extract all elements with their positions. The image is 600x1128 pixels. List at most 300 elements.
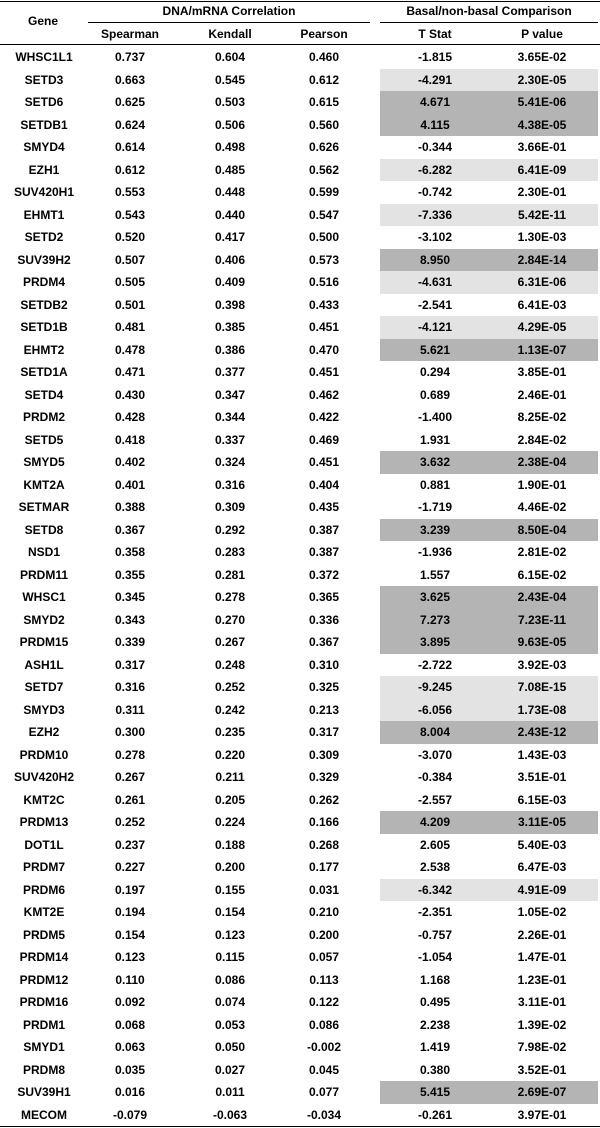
cell-spearman: 0.355: [114, 567, 146, 582]
cell-spearman: 0.402: [114, 455, 146, 469]
cell-gene: KMT2A: [23, 477, 65, 492]
table-row: [0, 924, 600, 947]
cell-pvalue: 3.65E-02: [517, 50, 567, 64]
cell-gene: EHMT1: [23, 207, 65, 222]
header-pearson: Pearson: [300, 27, 348, 41]
cell-pvalue: 2.84E-02: [517, 432, 567, 447]
cell-spearman: 0.345: [114, 590, 146, 604]
cell-pvalue: 3.11E-05: [517, 815, 567, 829]
cell-pearson: 0.599: [308, 185, 340, 199]
cell-pearson: 0.460: [308, 50, 340, 64]
cell-pearson: 0.435: [308, 500, 340, 514]
cell-kendall: 0.115: [215, 950, 245, 964]
table-row: [0, 654, 600, 677]
cell-gene: PRDM4: [22, 275, 65, 289]
cell-kendall: 0.200: [214, 860, 246, 874]
cell-pvalue: 6.31E-06: [517, 275, 567, 289]
cell-pvalue: 1.39E-02: [517, 1017, 567, 1032]
cell-gene: SETMAR: [18, 500, 70, 514]
cell-gene: PRDM10: [19, 747, 69, 762]
cell-gene: SMYD3: [23, 702, 65, 717]
cell-tstat: -3.070: [417, 747, 453, 762]
table-row: [0, 721, 600, 744]
cell-tstat: 1.419: [419, 1040, 451, 1054]
cell-spearman: 0.063: [114, 1040, 146, 1054]
cell-kendall: 0.503: [214, 95, 246, 109]
table-row: [0, 271, 600, 294]
cell-tstat: 0.689: [419, 387, 451, 402]
cell-spearman: 0.016: [114, 1085, 146, 1099]
cell-pvalue: 2.38E-04: [517, 455, 567, 469]
cell-gene: SUV39H1: [17, 1085, 71, 1099]
cell-pvalue: 1.05E-02: [517, 905, 567, 919]
cell-pearson: 0.451: [308, 455, 340, 469]
cell-gene: KMT2C: [23, 792, 65, 807]
cell-spearman: 0.501: [114, 297, 146, 312]
cell-pearson: 0.470: [308, 342, 340, 357]
cell-gene: PRDM16: [19, 995, 69, 1009]
cell-spearman: 0.614: [114, 140, 146, 154]
cell-pvalue: 8.25E-02: [517, 410, 567, 424]
table-row: [0, 181, 600, 204]
cell-tstat: 1.168: [419, 972, 451, 987]
cell-tstat: -0.757: [417, 927, 453, 942]
cell-kendall: 0.211: [215, 770, 245, 784]
cell-kendall: 0.154: [214, 905, 246, 919]
cell-kendall: 0.417: [214, 230, 246, 244]
table-row: [0, 316, 600, 339]
cell-pvalue: 1.13E-07: [517, 342, 567, 357]
cell-spearman: 0.316: [114, 680, 146, 694]
cell-gene: PRDM5: [22, 927, 65, 942]
cell-spearman: 0.092: [114, 995, 146, 1009]
cell-kendall: 0.248: [214, 657, 246, 672]
group-rule-comparison: [380, 22, 598, 23]
cell-gene: PRDM12: [19, 972, 69, 987]
table-row: [0, 91, 600, 114]
cell-kendall: 0.270: [214, 612, 246, 627]
cell-gene: SMYD1: [23, 1040, 65, 1054]
table-row: [0, 631, 600, 654]
cell-tstat: -1.815: [417, 50, 453, 64]
cell-spearman: 0.505: [114, 275, 146, 289]
cell-pearson: 0.077: [308, 1085, 340, 1099]
cell-kendall: 0.344: [214, 410, 246, 424]
cell-spearman: 0.123: [114, 950, 146, 964]
cell-kendall: 0.050: [214, 1040, 246, 1054]
cell-pvalue: 2.84E-14: [517, 252, 567, 267]
table-row: [0, 496, 600, 519]
table-row: [0, 1059, 600, 1082]
cell-gene: SETD1B: [20, 320, 68, 334]
cell-pearson: 0.086: [308, 1017, 340, 1032]
table-row: [0, 451, 600, 474]
cell-pearson: 0.213: [308, 702, 340, 717]
cell-kendall: 0.385: [214, 320, 246, 334]
table-body: [0, 46, 600, 1126]
cell-spearman: 0.401: [114, 477, 146, 492]
cell-kendall: 0.086: [214, 972, 246, 987]
cell-kendall: -0.063: [212, 1107, 248, 1122]
table-row: [0, 946, 600, 969]
cell-pearson: 0.612: [308, 72, 340, 87]
cell-spearman: 0.553: [114, 185, 146, 199]
cell-spearman: 0.471: [114, 365, 146, 379]
cell-spearman: 0.252: [114, 815, 146, 829]
cell-kendall: 0.235: [214, 725, 246, 739]
cell-spearman: 0.197: [114, 882, 146, 897]
cell-pvalue: 1.47E-01: [517, 950, 567, 964]
cell-spearman: 0.543: [114, 207, 146, 222]
cell-pvalue: 3.97E-01: [517, 1107, 567, 1122]
cell-tstat: 8.950: [419, 252, 451, 267]
header-gene: Gene: [27, 14, 59, 28]
table-row: [0, 744, 600, 767]
cell-tstat: -4.291: [417, 72, 453, 87]
cell-pvalue: 2.81E-02: [517, 545, 567, 559]
cell-gene: PRDM6: [22, 882, 65, 897]
cell-pearson: 0.200: [308, 927, 340, 942]
cell-gene: KMT2E: [23, 905, 65, 919]
cell-tstat: 3.895: [419, 635, 451, 649]
cell-pvalue: 7.08E-15: [517, 680, 567, 694]
cell-tstat: 3.239: [419, 522, 451, 537]
cell-kendall: 0.188: [214, 837, 246, 852]
cell-tstat: -6.282: [417, 162, 453, 177]
cell-gene: WHSC1: [22, 590, 66, 604]
cell-pvalue: 7.98E-02: [517, 1040, 567, 1054]
cell-pvalue: 4.91E-09: [517, 882, 567, 897]
header-group-correlation: DNA/mRNA Correlation: [162, 4, 296, 18]
cell-spearman: 0.278: [114, 747, 146, 762]
cell-tstat: 4.671: [419, 95, 451, 109]
cell-kendall: 0.283: [214, 545, 246, 559]
table-row: [0, 226, 600, 249]
cell-pearson: 0.336: [308, 612, 340, 627]
cell-pearson: 0.387: [308, 522, 340, 537]
cell-pearson: 0.387: [308, 545, 340, 559]
table-row: [0, 114, 600, 137]
cell-gene: PRDM1: [22, 1017, 65, 1032]
cell-spearman: 0.418: [114, 432, 146, 447]
cell-pvalue: 1.23E-01: [517, 972, 567, 987]
cell-spearman: 0.737: [114, 50, 146, 64]
table-row: [0, 789, 600, 812]
cell-spearman: 0.507: [114, 252, 146, 267]
table-row: [0, 361, 600, 384]
cell-kendall: 0.053: [214, 1017, 246, 1032]
cell-kendall: 0.448: [214, 185, 246, 199]
cell-tstat: -9.245: [417, 680, 453, 694]
cell-pearson: 0.547: [308, 207, 340, 222]
cell-gene: PRDM8: [22, 1062, 65, 1077]
header-spearman: Spearman: [100, 27, 160, 41]
cell-kendall: 0.440: [214, 207, 246, 222]
cell-spearman: 0.367: [114, 522, 146, 537]
cell-pearson: 0.057: [308, 950, 340, 964]
cell-gene: SETD3: [24, 72, 64, 87]
cell-pearson: 0.329: [308, 770, 340, 784]
cell-tstat: -3.102: [417, 230, 453, 244]
cell-kendall: 0.220: [214, 747, 246, 762]
table-row: [0, 766, 600, 789]
cell-gene: PRDM2: [22, 410, 65, 424]
header-pvalue: P value: [521, 27, 563, 41]
cell-tstat: 4.115: [420, 117, 450, 132]
cell-spearman: 0.110: [115, 972, 145, 987]
cell-pearson: 0.562: [308, 162, 340, 177]
table-row: [0, 159, 600, 182]
cell-tstat: -2.351: [417, 905, 453, 919]
cell-pearson: 0.516: [308, 275, 340, 289]
table-row: [0, 1014, 600, 1037]
cell-kendall: 0.027: [214, 1062, 246, 1077]
cell-tstat: 3.625: [419, 590, 451, 604]
cell-kendall: 0.506: [214, 117, 246, 132]
cell-spearman: 0.343: [114, 612, 146, 627]
cell-kendall: 0.409: [214, 275, 246, 289]
cell-gene: WHSC1L1: [15, 50, 73, 64]
cell-spearman: 0.625: [114, 95, 146, 109]
table-row: [0, 1081, 600, 1104]
cell-pvalue: 1.90E-01: [517, 477, 567, 492]
cell-pvalue: 2.30E-01: [517, 185, 567, 199]
cell-pearson: 0.372: [308, 567, 340, 582]
cell-tstat: -0.742: [417, 185, 453, 199]
cell-pearson: 0.268: [308, 837, 340, 852]
cell-gene: SETD6: [24, 95, 64, 109]
cell-tstat: 2.238: [419, 1017, 451, 1032]
cell-pvalue: 1.73E-08: [517, 702, 567, 717]
cell-spearman: -0.079: [112, 1107, 148, 1122]
cell-kendall: 0.398: [214, 297, 246, 312]
cell-tstat: -1.400: [417, 410, 453, 424]
cell-pearson: 0.365: [308, 590, 340, 604]
cell-tstat: 8.004: [419, 725, 451, 739]
cell-pvalue: 3.92E-03: [517, 657, 567, 672]
cell-pearson: 0.113: [309, 972, 339, 987]
cell-gene: SETD5: [24, 432, 64, 447]
cell-spearman: 0.194: [114, 905, 146, 919]
cell-gene: SETDB1: [20, 117, 68, 132]
cell-kendall: 0.252: [214, 680, 246, 694]
table-row: [0, 969, 600, 992]
cell-kendall: 0.281: [214, 567, 246, 582]
cell-spearman: 0.430: [114, 387, 146, 402]
cell-spearman: 0.520: [114, 230, 146, 244]
cell-kendall: 0.485: [214, 162, 246, 177]
cell-pvalue: 5.42E-11: [517, 207, 567, 222]
cell-gene: DOT1L: [24, 837, 64, 852]
cell-spearman: 0.358: [114, 545, 146, 559]
cell-pvalue: 6.15E-02: [517, 567, 567, 582]
cell-tstat: -7.336: [417, 207, 453, 222]
cell-pvalue: 3.85E-01: [517, 365, 567, 379]
cell-tstat: -4.631: [417, 275, 453, 289]
cell-gene: NSD1: [27, 545, 60, 559]
cell-pearson: 0.325: [308, 680, 340, 694]
table-row: [0, 204, 600, 227]
cell-pearson: 0.210: [308, 905, 340, 919]
table-row: [0, 586, 600, 609]
cell-pvalue: 3.66E-01: [517, 140, 567, 154]
cell-pearson: 0.031: [308, 882, 340, 897]
cell-gene: EHMT2: [23, 342, 65, 357]
table-row: [0, 856, 600, 879]
cell-spearman: 0.035: [114, 1062, 146, 1077]
cell-kendall: 0.545: [214, 72, 246, 87]
cell-tstat: 5.415: [419, 1085, 451, 1099]
table-row: [0, 541, 600, 564]
cell-pvalue: 6.47E-03: [517, 860, 567, 874]
table-row: [0, 429, 600, 452]
cell-kendall: 0.074: [214, 995, 246, 1009]
cell-tstat: 7.273: [419, 612, 451, 627]
cell-pvalue: 2.46E-01: [517, 387, 567, 402]
cell-gene: SETD4: [24, 387, 64, 402]
cell-spearman: 0.428: [114, 410, 146, 424]
cell-pearson: 0.451: [308, 365, 340, 379]
header-tstat: T Stat: [418, 27, 452, 41]
cell-spearman: 0.481: [114, 320, 146, 334]
cell-kendall: 0.205: [214, 792, 246, 807]
cell-tstat: -0.384: [417, 770, 453, 784]
cell-pearson: 0.309: [308, 747, 340, 762]
table-row: [0, 1104, 600, 1127]
cell-pvalue: 7.23E-11: [517, 612, 567, 627]
cell-pvalue: 4.38E-05: [517, 117, 567, 132]
cell-spearman: 0.237: [114, 837, 146, 852]
cell-pearson: 0.404: [308, 477, 340, 492]
cell-pearson: 0.122: [308, 995, 340, 1009]
cell-spearman: 0.624: [114, 117, 146, 132]
cell-spearman: 0.612: [114, 162, 146, 177]
cell-pearson: 0.262: [308, 792, 340, 807]
table-row: [0, 1036, 600, 1059]
cell-pvalue: 3.51E-01: [517, 770, 567, 784]
cell-kendall: 0.324: [214, 455, 246, 469]
cell-gene: SETD7: [24, 680, 64, 694]
cell-pearson: 0.451: [308, 320, 340, 334]
table-row: [0, 564, 600, 587]
cell-tstat: -2.722: [417, 657, 453, 672]
table-row: [0, 676, 600, 699]
cell-gene: SETD1A: [20, 365, 68, 379]
cell-gene: ASH1L: [24, 657, 64, 672]
cell-spearman: 0.317: [114, 657, 146, 672]
cell-gene: PRDM11: [19, 567, 69, 582]
cell-pvalue: 1.30E-03: [517, 230, 567, 244]
cell-tstat: -0.261: [417, 1107, 453, 1122]
cell-kendall: 0.604: [214, 50, 246, 64]
cell-tstat: -6.056: [417, 702, 453, 717]
cell-tstat: 2.605: [419, 837, 451, 852]
cell-pearson: 0.560: [308, 117, 340, 132]
table-row: [0, 46, 600, 69]
table-row: [0, 339, 600, 362]
cell-gene: SUV420H2: [13, 770, 75, 784]
cell-pearson: -0.002: [306, 1040, 342, 1054]
table-row: [0, 609, 600, 632]
cell-kendall: 0.347: [214, 387, 246, 402]
cell-pvalue: 2.69E-07: [517, 1085, 567, 1099]
cell-tstat: 0.495: [419, 995, 451, 1009]
cell-pvalue: 4.46E-02: [517, 500, 567, 514]
cell-tstat: -4.121: [417, 320, 453, 334]
cell-pvalue: 5.40E-03: [517, 837, 567, 852]
table-row: [0, 879, 600, 902]
cell-gene: SETDB2: [20, 297, 68, 312]
cell-kendall: 0.406: [214, 252, 246, 267]
cell-tstat: 0.294: [419, 365, 451, 379]
cell-pvalue: 4.29E-05: [517, 320, 567, 334]
cell-kendall: 0.267: [214, 635, 246, 649]
header-bottom-rule: [0, 44, 600, 45]
cell-tstat: -6.342: [417, 882, 453, 897]
cell-tstat: 2.538: [419, 860, 451, 874]
cell-kendall: 0.242: [214, 702, 246, 717]
cell-pearson: 0.500: [308, 230, 340, 244]
group-rule-correlation: [88, 22, 370, 23]
cell-spearman: 0.388: [114, 500, 146, 514]
cell-spearman: 0.339: [114, 635, 146, 649]
cell-gene: SMYD4: [23, 140, 65, 154]
cell-pearson: 0.166: [308, 815, 340, 829]
table-row: [0, 811, 600, 834]
cell-pearson: 0.433: [308, 297, 340, 312]
cell-pvalue: 6.41E-03: [517, 297, 567, 312]
cell-tstat: 4.209: [419, 815, 451, 829]
cell-pearson: 0.469: [308, 432, 340, 447]
table-row: [0, 834, 600, 857]
table-row: [0, 249, 600, 272]
cell-pearson: 0.422: [308, 410, 340, 424]
cell-tstat: 0.881: [419, 477, 451, 492]
table-row: [0, 384, 600, 407]
cell-gene: EZH1: [28, 162, 60, 177]
cell-pearson: 0.573: [308, 252, 340, 267]
cell-tstat: -0.344: [417, 140, 453, 154]
cell-spearman: 0.663: [114, 72, 146, 87]
table-row: [0, 901, 600, 924]
cell-spearman: 0.267: [114, 770, 146, 784]
bottom-rule: [0, 1126, 600, 1127]
cell-gene: PRDM7: [22, 860, 65, 874]
cell-pvalue: 2.43E-12: [517, 725, 567, 739]
table-row: [0, 991, 600, 1014]
cell-pvalue: 6.15E-03: [517, 792, 567, 807]
header-kendall: Kendall: [208, 27, 252, 41]
cell-tstat: -2.541: [417, 297, 453, 312]
cell-pvalue: 3.11E-01: [517, 995, 567, 1009]
cell-gene: SUV420H1: [13, 185, 75, 199]
cell-tstat: 5.621: [419, 342, 451, 357]
cell-gene: SETD8: [24, 522, 64, 537]
cell-kendall: 0.224: [214, 815, 246, 829]
cell-tstat: 1.557: [419, 567, 451, 582]
cell-pvalue: 2.30E-05: [517, 72, 567, 87]
cell-spearman: 0.478: [114, 342, 146, 357]
cell-kendall: 0.155: [214, 882, 246, 897]
table-row: [0, 69, 600, 92]
cell-gene: PRDM13: [19, 815, 69, 829]
cell-gene: MECOM: [21, 1107, 67, 1122]
cell-gene: SUV39H2: [17, 252, 71, 267]
cell-spearman: 0.227: [114, 860, 146, 874]
table-row: [0, 519, 600, 542]
cell-tstat: -1.054: [417, 950, 453, 964]
cell-spearman: 0.261: [114, 792, 146, 807]
